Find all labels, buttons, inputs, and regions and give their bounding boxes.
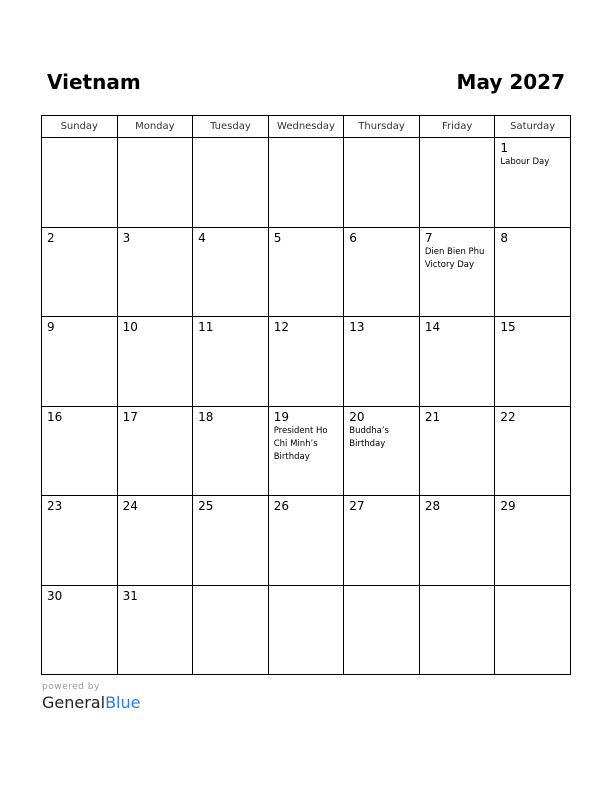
- day-cell: [42, 317, 118, 407]
- day-cell: [344, 227, 420, 317]
- footer-branding: [42, 682, 140, 712]
- weekday-wednesday: Wednesday: [268, 116, 344, 138]
- day-number: 17: [122, 409, 138, 424]
- day-cell: [117, 496, 193, 586]
- day-cell: [193, 406, 269, 496]
- week-row: [42, 406, 571, 496]
- day-cell: [268, 496, 344, 586]
- weekday-monday: Monday: [117, 116, 193, 138]
- day-cell: [419, 317, 495, 407]
- day-number: 14: [424, 320, 441, 334]
- day-cell: [268, 585, 344, 675]
- day-cell: [268, 138, 344, 228]
- week-row: [42, 496, 571, 586]
- day-number: 10: [122, 320, 138, 334]
- day-cell: [42, 227, 118, 317]
- day-number: 22: [500, 409, 516, 424]
- day-number: 15: [500, 320, 516, 334]
- day-cell: [268, 406, 344, 496]
- month-title: May 2027: [456, 70, 565, 94]
- day-number: 27: [349, 499, 365, 513]
- day-cell: [193, 585, 269, 675]
- weekday-sunday: Sunday: [42, 116, 118, 138]
- weekday-friday: Friday: [419, 116, 495, 138]
- day-number: 11: [198, 320, 214, 334]
- day-cell: [117, 138, 193, 228]
- day-number: 23: [47, 499, 63, 513]
- day-cell: [268, 317, 344, 407]
- day-number: 9: [47, 320, 55, 334]
- day-number: 3: [122, 230, 131, 245]
- day-cell: [344, 585, 420, 675]
- day-number: 12: [273, 320, 289, 334]
- day-cell: [42, 585, 118, 675]
- day-cell: [117, 585, 193, 675]
- calendar-header: [41, 70, 571, 100]
- day-cell: [344, 496, 420, 586]
- day-cell: [193, 138, 269, 228]
- day-number: 2: [47, 230, 55, 245]
- day-number: 25: [198, 499, 214, 513]
- day-cell: [42, 138, 118, 228]
- holiday-event: Buddha’s Birthday: [349, 425, 389, 449]
- day-cell: [495, 406, 571, 496]
- day-cell: [419, 406, 495, 496]
- day-number: 28: [424, 499, 441, 513]
- day-number: 24: [122, 499, 138, 513]
- day-number: 7: [424, 230, 433, 245]
- day-cell: [344, 406, 420, 496]
- country-title: Vietnam: [47, 70, 141, 94]
- day-number: 1: [500, 141, 509, 155]
- day-cell: [117, 227, 193, 317]
- logo-text-blue: Blue: [105, 693, 141, 712]
- day-number: 26: [273, 499, 289, 513]
- day-cell: [193, 496, 269, 586]
- holiday-event: President Ho Chi Minh’s Birthday: [273, 425, 328, 462]
- month-calendar-grid: [41, 115, 571, 675]
- day-cell: [193, 317, 269, 407]
- day-cell: [193, 227, 269, 317]
- powered-by-label: powered by: [42, 682, 100, 692]
- day-cell: [495, 138, 571, 228]
- day-cell: [495, 317, 571, 407]
- day-cell: [42, 496, 118, 586]
- day-cell: [495, 585, 571, 675]
- week-row: [42, 138, 571, 228]
- week-row: [42, 227, 571, 317]
- day-number: 29: [500, 499, 516, 513]
- day-number: 6: [349, 230, 357, 245]
- day-cell: [344, 317, 420, 407]
- day-cell: [268, 227, 344, 317]
- holiday-event: Labour Day: [500, 157, 550, 167]
- weekday-saturday: Saturday: [495, 116, 571, 138]
- holiday-event: Dien Bien Phu Victory Day: [424, 246, 485, 270]
- day-cell: [42, 406, 118, 496]
- day-number: 20: [349, 409, 365, 424]
- day-cell: [419, 496, 495, 586]
- day-number: 4: [198, 230, 206, 245]
- day-cell: [117, 317, 193, 407]
- week-row: [42, 317, 571, 407]
- generalblue-logo[interactable]: [42, 693, 140, 712]
- day-number: 19: [273, 409, 289, 424]
- day-number: 31: [122, 588, 138, 603]
- day-number: 8: [500, 230, 509, 245]
- day-number: 30: [47, 588, 63, 603]
- day-cell: [419, 138, 495, 228]
- day-number: 18: [198, 409, 214, 424]
- day-cell: [419, 585, 495, 675]
- day-number: 13: [349, 320, 365, 334]
- day-number: 21: [424, 409, 441, 424]
- day-cell: [495, 227, 571, 317]
- weekday-thursday: Thursday: [344, 116, 420, 138]
- day-cell: [495, 496, 571, 586]
- day-number: 5: [273, 230, 282, 245]
- day-cell: [344, 138, 420, 228]
- weekday-tuesday: Tuesday: [193, 116, 269, 138]
- day-number: 16: [47, 409, 63, 424]
- logo-text-general: General: [42, 693, 106, 712]
- weekday-header-row: [42, 116, 571, 138]
- week-row: [42, 585, 571, 675]
- day-cell: [117, 406, 193, 496]
- day-cell: [419, 227, 495, 317]
